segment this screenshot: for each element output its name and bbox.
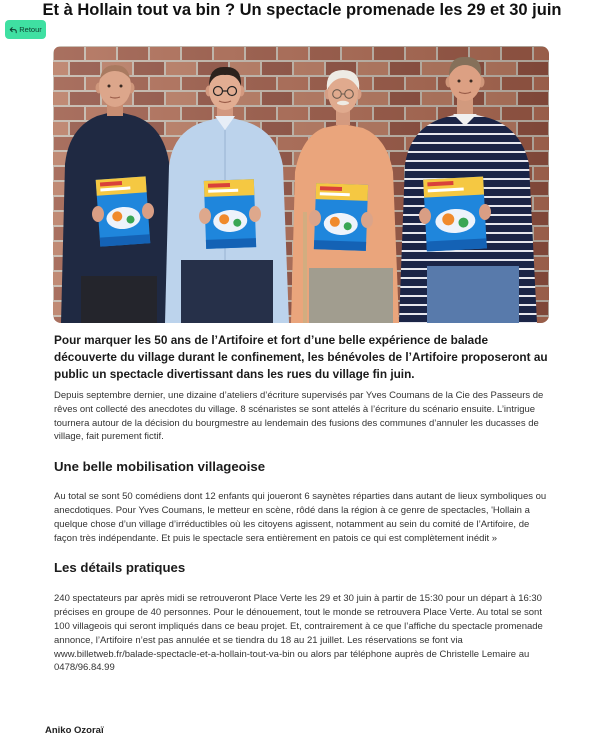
back-button-label: Retour [19,25,42,34]
article-photo-frame [53,46,549,323]
walking-cane [303,212,307,323]
article-paragraph-intro: Depuis septembre dernier, une dizaine d’ateliers d’écriture supervisés par Yves Coumans de la Cie des Passeurs de rêves ont collecté des anecdotes du village. 8 scénaristes se sont attelés à l’écriture du scénario ensuite. L’intrigue tournera autour de la décision du bourgmestre au lendemain des fusions des communes d’annuler les ducasses de village, fait purement fictif. [54,390,544,443]
return-arrow-icon [9,26,17,34]
poster-3 [314,183,368,251]
article-photo [53,46,549,323]
page-title: Et à Hollain tout va bin ? Un spectacle promenade les 29 et 30 juin [42,1,562,19]
section-heading-mobilisation: Une belle mobilisation villageoise [54,459,266,475]
article-author: Aniko Ozoraï [45,725,104,736]
poster-4 [423,176,487,251]
article-paragraph-details: 240 spectateurs par après midi se retrouveront Place Verte les 29 et 30 juin à partir de 15:30 pour un départ à 16:30 précises en groupe de 40 personnes. Pour le dénouement, tout le monde se retrouvera Place Verte. Au total se sont 100 villageois qui seront impliqués dans ce beau projet. Et, contrairement à ce que l’affiche du spectacle promenade annonce, l’Artifoire n’est pas annulée et se tiendra du 18 au 21 juillet. Les réservations se font via www.billetweb.fr/balade-spectacle-et-a-hollain-tout-va-bin ou alors par téléphone auprès de Christelle Lemaire au 0478/96.84.99 [54,593,543,674]
poster-2 [204,179,256,249]
article-paragraph-mobilisation: Au total se sont 50 comédiens dont 12 enfants qui joueront 6 saynètes réparties dans autant de lieux symboliques ou anecdotiques. Pour Yves Coumans, le metteur en scène, rôdé dans la région à ce genre de spectacles, 'Hollain a quelque chose d’un village d’irréductibles où les citoyens agissent, notamment au sein du comité de l’Artifoire, de façon très indépendante. Et puis le spectacle sera entièrement en patois ce qui est complètement inédit » [54,491,547,544]
article-content [54,46,550,675]
section-heading-details: Les détails pratiques [54,560,186,576]
article-lead: Pour marquer les 50 ans de l’Artifoire et fort d’une belle expérience de balade découverte du village durant le confinement, les bénévoles de l’Artifoire proposeront au public un spectacle divertissant dans les rues du village fin juin. [54,333,548,381]
back-button[interactable] [5,20,46,39]
